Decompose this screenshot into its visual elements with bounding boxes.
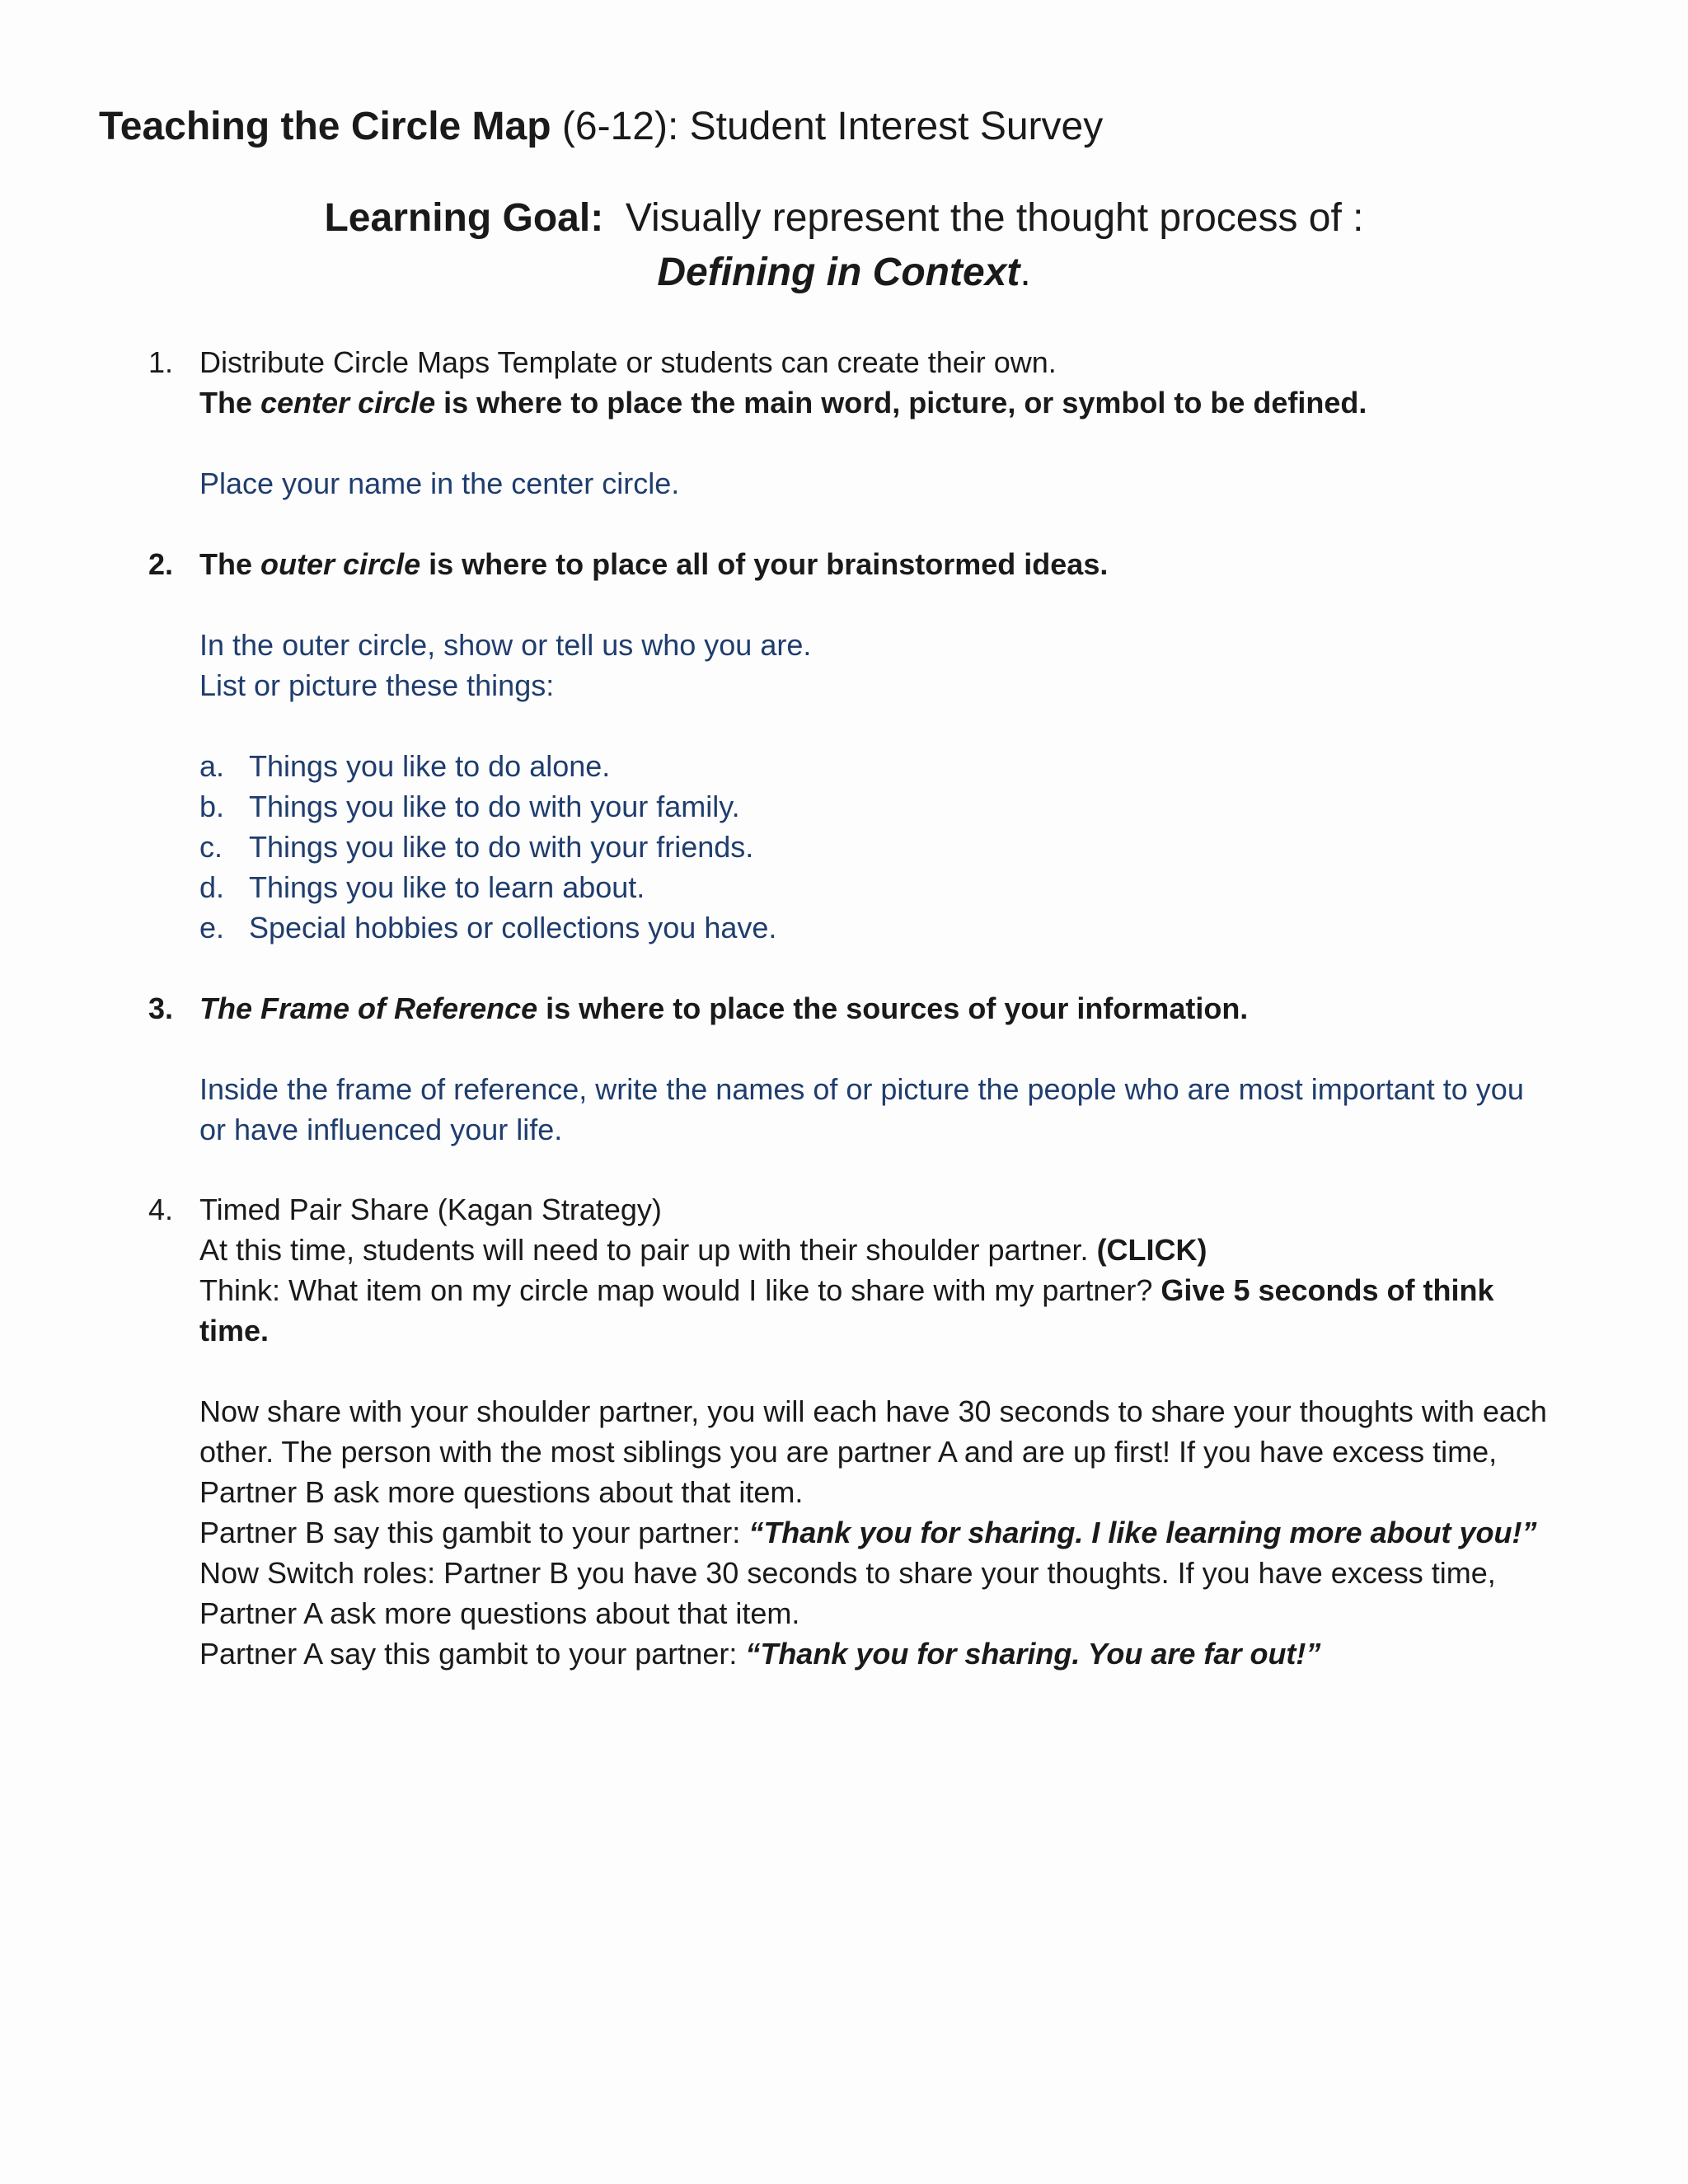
step-4-line3-text: Think: What item on my circle map would I like to share with my partner? (199, 1273, 1161, 1307)
gambit-quote-b: “Thank you for sharing. I like learning more about you!” (748, 1516, 1537, 1549)
step-4-p2: other. The person with the most siblings you are partner A and are up first! If you have excess time, (199, 1435, 1498, 1469)
title-bold: Teaching the Circle Map (99, 105, 551, 148)
step-4-line4: time. (199, 1314, 270, 1347)
list-item (199, 867, 1599, 907)
list-item (199, 786, 1599, 827)
goal-line (0, 191, 1688, 246)
list-item-letter: d. (199, 870, 225, 904)
step-3-heading (199, 988, 1599, 1029)
step-4-line3 (199, 1270, 1599, 1310)
title-rest: (6-12): Student Interest Survey (551, 105, 1104, 148)
goal-label: Learning Goal: (324, 196, 604, 240)
goal-emphasis-line (0, 246, 1688, 300)
step-1-heading-pre: The (199, 386, 261, 419)
step-4-p7-text: Partner A say this gambit to your partner: (199, 1637, 746, 1671)
step-1-line1: Distribute Circle Maps Template or students can create their own. (199, 345, 1057, 379)
step-4-line2 (199, 1230, 1599, 1270)
step-4-p6: Partner A ask more questions about that item. (199, 1596, 800, 1630)
list-item-letter: a. (199, 749, 225, 783)
list-item-text: Things you like to do with your friends. (249, 830, 754, 864)
step-4-p4-text: Partner B say this gambit to your partner: (199, 1516, 749, 1549)
step-4-p7 (199, 1633, 1599, 1674)
step-3-instruction-2: or have influenced your life. (199, 1113, 563, 1146)
step-2-number: 2. (148, 547, 174, 581)
page-title (99, 99, 1103, 155)
list-item-text: Things you like to learn about. (249, 870, 645, 904)
list-item-letter: b. (199, 790, 225, 823)
step-1-number: 1. (148, 345, 174, 379)
list-item-text: Things you like to do alone. (249, 749, 611, 783)
step-1-instruction: Place your name in the center circle. (199, 466, 680, 500)
goal-period: . (1020, 251, 1031, 294)
step-4-line3-bold: Give 5 seconds of think (1160, 1273, 1494, 1307)
step-3-instruction-1: Inside the frame of reference, write the names of or picture the people who are most important to you (199, 1072, 1524, 1106)
step-4-number: 4. (148, 1193, 174, 1226)
step-1-heading (199, 382, 1599, 423)
goal-text: Visually represent the thought process of : (625, 196, 1364, 240)
step-1 (148, 342, 1599, 504)
learning-goal (0, 191, 1688, 300)
step-3 (148, 988, 1599, 1150)
step-2-heading (199, 544, 1599, 584)
list-item (199, 827, 1599, 867)
list-item (199, 746, 1599, 786)
list-item-letter: c. (199, 830, 223, 864)
step-4-line1: Timed Pair Share (Kagan Strategy) (199, 1193, 662, 1226)
step-4-p1: Now share with your shoulder partner, you will each have 30 seconds to share your thoughts with each (199, 1394, 1547, 1428)
step-3-heading-post: is where to place the sources of your information. (537, 991, 1249, 1025)
step-2-heading-post: is where to place all of your brainstormed ideas. (420, 547, 1109, 581)
step-4 (148, 1189, 1599, 1674)
step-2-heading-pre: The (199, 547, 261, 581)
step-1-heading-term: center circle (260, 386, 436, 419)
step-4-p4 (199, 1512, 1599, 1553)
list-item-text: Things you like to do with your family. (249, 790, 740, 823)
step-4-line2-bold: (CLICK) (1096, 1233, 1207, 1267)
step-4-line2-text: At this time, students will need to pair up with their shoulder partner. (199, 1233, 1097, 1267)
step-4-p3: Partner B ask more questions about that item. (199, 1475, 804, 1509)
step-1-heading-post: is where to place the main word, picture, or symbol to be defined. (435, 386, 1367, 419)
list-item-letter: e. (199, 911, 225, 944)
step-2 (148, 544, 1599, 948)
step-3-number: 3. (148, 991, 174, 1025)
list-item (199, 907, 1599, 948)
list-item-text: Special hobbies or collections you have. (249, 911, 777, 944)
step-4-p5: Now Switch roles: Partner B you have 30 seconds to share your thoughts. If you have excess time, (199, 1556, 1496, 1590)
gambit-quote-a: “Thank you for sharing. You are far out!” (745, 1637, 1321, 1671)
goal-emphasis: Defining in Context (657, 251, 1020, 294)
step-2-instruction-1: In the outer circle, show or tell us who you are. (199, 628, 812, 662)
step-2-instruction-2: List or picture these things: (199, 668, 555, 702)
step-2-heading-term: outer circle (260, 547, 421, 581)
step-3-heading-term: The Frame of Reference (199, 991, 538, 1025)
